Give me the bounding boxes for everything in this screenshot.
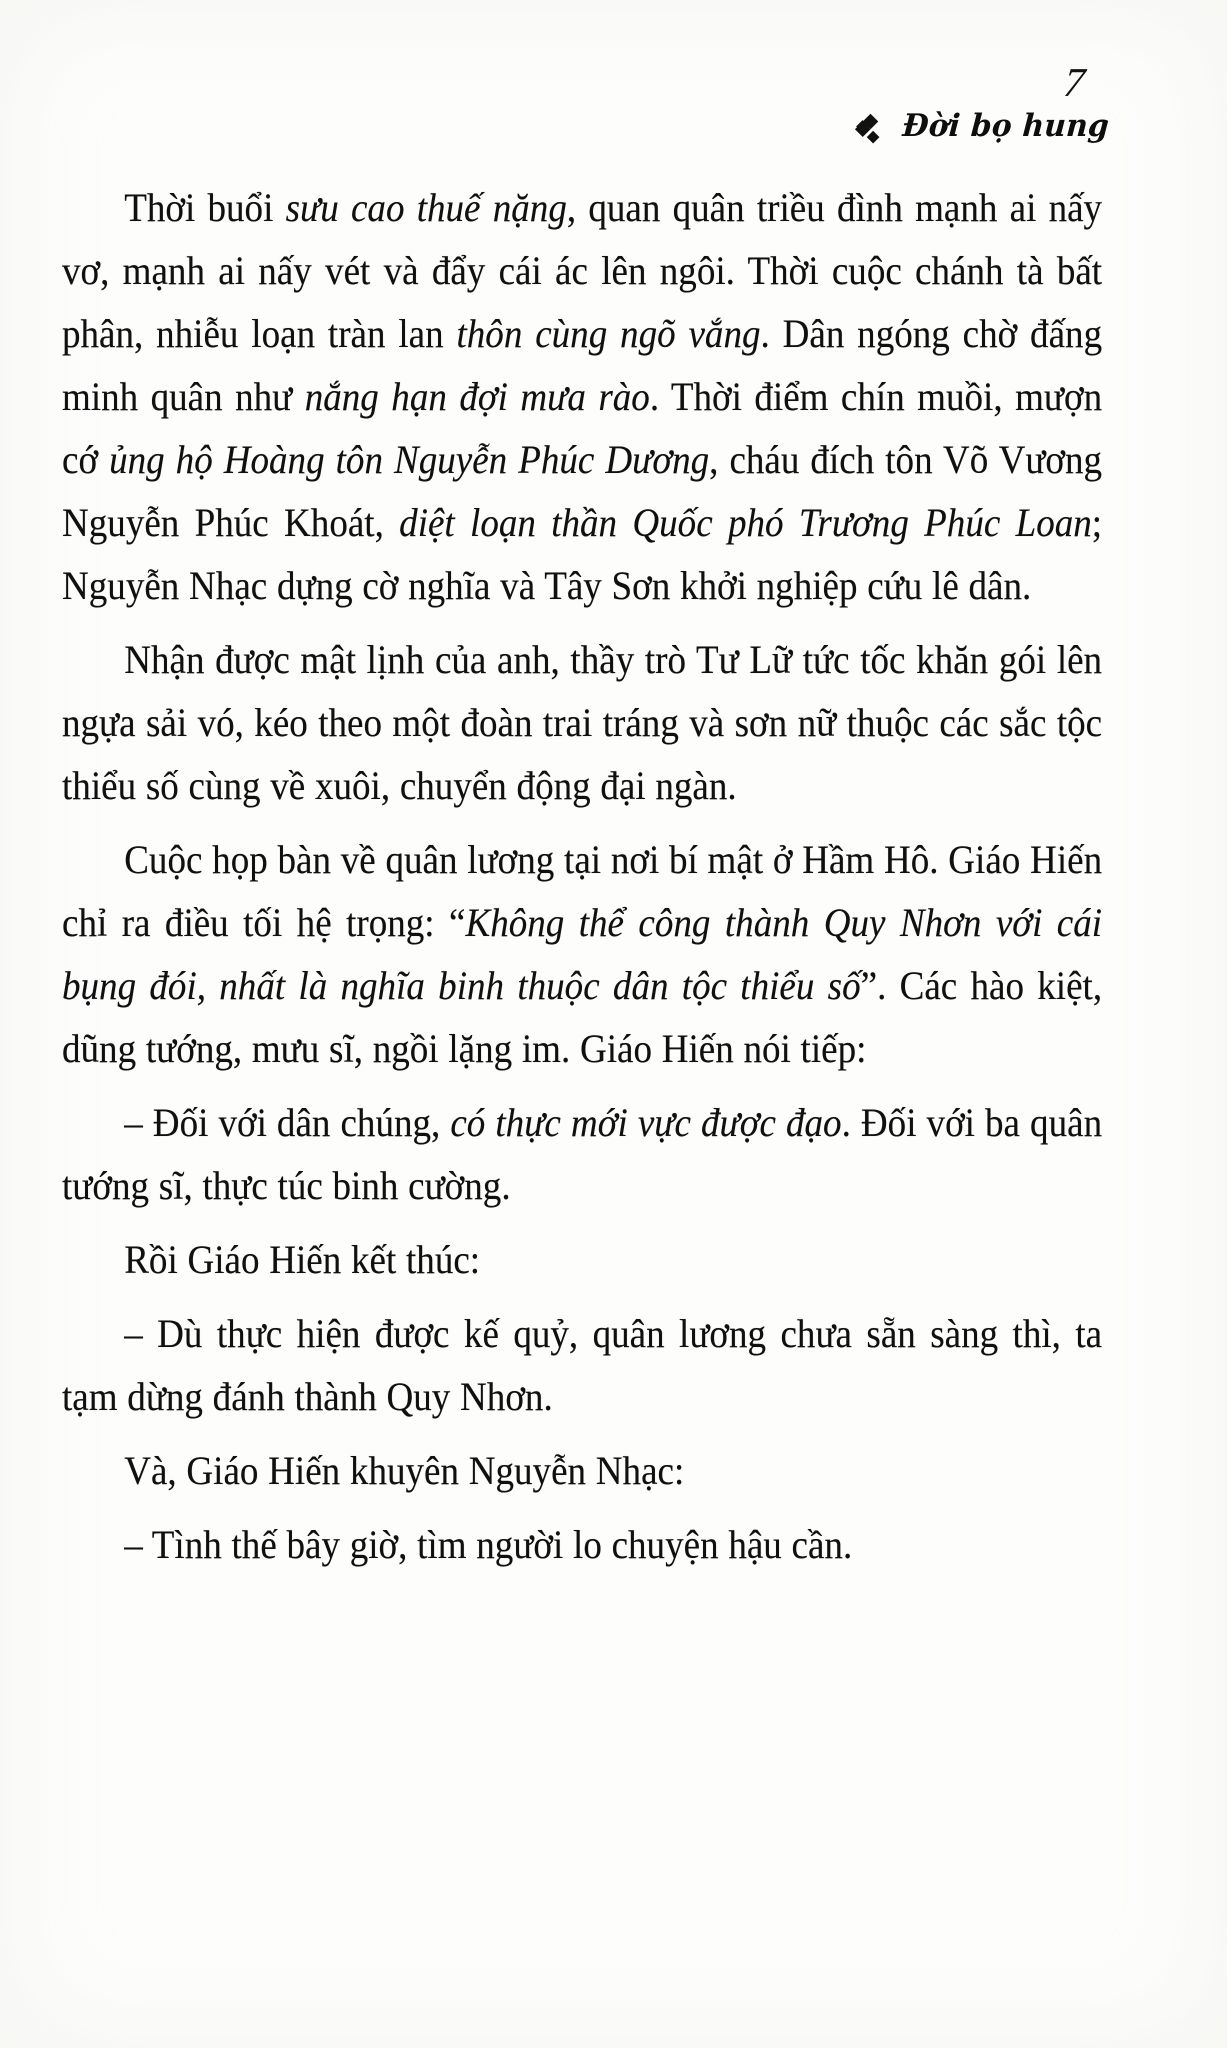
body-text-column bbox=[62, 176, 1102, 1587]
text-run: Và, Giáo Hiến khuyên Nguyễn Nhạc: bbox=[124, 1448, 685, 1493]
text-run: . Thời điểm chín muồi, mượn cớ bbox=[62, 374, 1103, 482]
paragraph-p6 bbox=[62, 1302, 1102, 1428]
text-run: , quan quân triều đình mạnh ai nấy vơ, mạnh ai nấy vét và đẩy cái ác lên ngôi. Thời cuộc chánh tà bất phân, nhiễu loạn tràn lan bbox=[62, 185, 1103, 356]
paragraph-p8 bbox=[62, 1513, 1102, 1576]
text-run: – Đối với dân chúng, bbox=[124, 1100, 451, 1145]
running-head bbox=[858, 59, 1111, 144]
text-run: Thời buổi bbox=[124, 185, 286, 230]
text-run: Rồi Giáo Hiến kết thúc: bbox=[124, 1237, 481, 1282]
text-run: . Đối với ba quân tướng sĩ, thực túc binh cường. bbox=[62, 1100, 1103, 1208]
paragraph-p2 bbox=[62, 628, 1102, 817]
paragraph-p1 bbox=[62, 176, 1102, 617]
emphasis-run: nắng hạn đợi mưa rào bbox=[304, 374, 650, 419]
page-number: 7 bbox=[1061, 59, 1088, 105]
diamond-floret-icon bbox=[858, 115, 882, 139]
text-run: ”. Các hào kiệt, dũng tướng, mưu sĩ, ngồi lặng im. Giáo Hiến nói tiếp: bbox=[62, 963, 1103, 1071]
paragraph-p4 bbox=[62, 1091, 1102, 1217]
text-run: Nhận được mật lịnh của anh, thầy trò Tư Lữ tức tốc khăn gói lên ngựa sải vó, kéo theo một đoàn trai tráng và sơn nữ thuộc các sắc tộc thiểu số cùng về xuôi, chuyển động đại ngàn. bbox=[62, 637, 1103, 808]
paragraph-p3 bbox=[62, 828, 1102, 1080]
paragraph-p5 bbox=[62, 1228, 1102, 1291]
emphasis-run: sưu cao thuế nặng bbox=[285, 185, 567, 230]
emphasis-run: có thực mới vực được đạo bbox=[450, 1100, 842, 1145]
emphasis-run: Không thể công thành Quy Nhơn với cái bụng đói, nhất là nghĩa binh thuộc dân tộc thiểu số bbox=[62, 900, 1103, 1008]
text-run: ; Nguyễn Nhạc dựng cờ nghĩa và Tây Sơn khởi nghiệp cứu lê dân. bbox=[62, 500, 1103, 608]
text-run: – Tình thế bây giờ, tìm người lo chuyện hậu cần. bbox=[124, 1522, 853, 1567]
text-run: . Dân ngóng chờ đấng minh quân như bbox=[62, 311, 1103, 419]
emphasis-run: diệt loạn thần Quốc phó Trương Phúc Loan bbox=[399, 500, 1092, 545]
text-run: Cuộc họp bàn về quân lương tại nơi bí mật ở Hầm Hô. Giáo Hiến chỉ ra điều tối hệ trọng: “ bbox=[62, 837, 1103, 945]
emphasis-run: ủng hộ Hoàng tôn Nguyễn Phúc Dương bbox=[109, 437, 710, 482]
emphasis-run: thôn cùng ngõ vắng bbox=[456, 311, 761, 356]
paragraph-p7 bbox=[62, 1439, 1102, 1502]
running-head-title: Đời bọ hung bbox=[901, 108, 1111, 144]
text-run: – Dù thực hiện được kế quỷ, quân lương chưa sẵn sàng thì, ta tạm dừng đánh thành Quy Nhơn. bbox=[62, 1311, 1103, 1419]
text-run: , cháu đích tôn Võ Vương Nguyễn Phúc Khoát, bbox=[62, 437, 1103, 545]
running-head-line bbox=[858, 108, 1111, 144]
